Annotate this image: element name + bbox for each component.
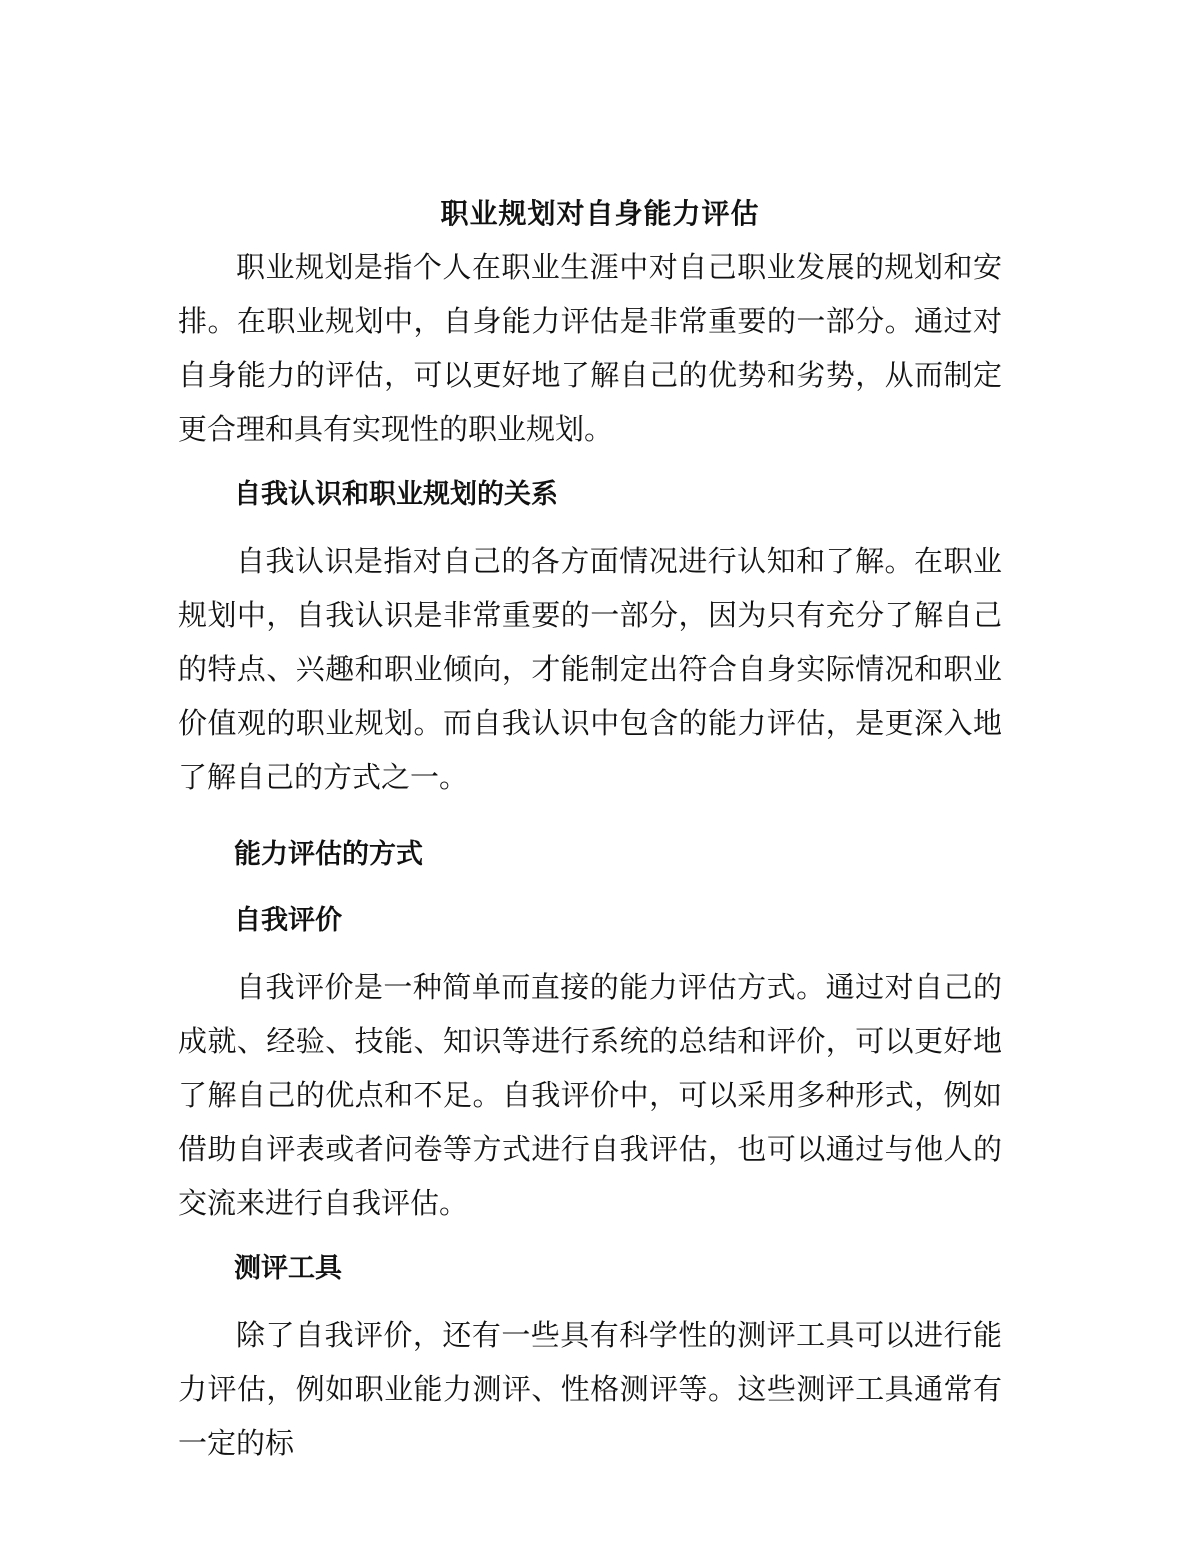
self-awareness-paragraph: 自我认识是指对自己的各方面情况进行认知和了解。在职业规划中，自我认识是非常重要的一部分，因为只有充分了解自己的特点、兴趣和职业倾向，才能制定出符合自身实际情况和职业价值观的职业规划。而自我认识中包含的能力评估，是更深入地了解自己的方式之一。 xyxy=(178,544,1002,794)
assessment-tools-paragraph: 除了自我评价，还有一些具有科学性的测评工具可以进行能力评估，例如职业能力测评、性格测评等。这些测评工具通常有一定的标 xyxy=(178,1318,1002,1460)
subsection-heading-assessment-tools: 测评工具 xyxy=(234,1253,342,1284)
document-title: 职业规划对自身能力评估 xyxy=(440,197,760,230)
section-heading-assessment-methods: 能力评估的方式 xyxy=(234,839,423,870)
self-evaluation-paragraph: 自我评价是一种简单而直接的能力评估方式。通过对自己的成就、经验、技能、知识等进行系统的总结和评价，可以更好地了解自己的优点和不足。自我评价中，可以采用多种形式，例如借助自评表或者问卷等方式进行自我评估，也可以通过与他人的交流来进行自我评估。 xyxy=(178,970,1002,1220)
document-body xyxy=(178,240,1002,1470)
section-heading-self-awareness: 自我认识和职业规划的关系 xyxy=(234,479,558,510)
intro-paragraph: 职业规划是指个人在职业生涯中对自己职业发展的规划和安排。在职业规划中，自身能力评估是非常重要的一部分。通过对自身能力的评估，可以更好地了解自己的优势和劣势，从而制定更合理和具有实现性的职业规划。 xyxy=(178,250,1002,446)
section-gap xyxy=(178,804,1002,816)
subsection-heading-self-evaluation: 自我评价 xyxy=(234,905,342,936)
